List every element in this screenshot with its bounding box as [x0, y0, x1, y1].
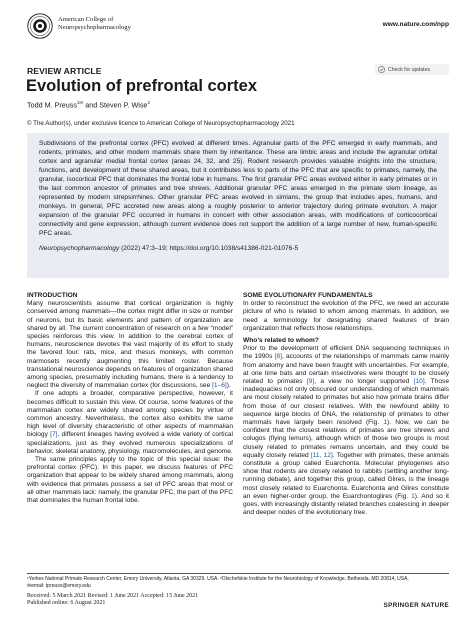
reference-link[interactable]: [9]	[306, 378, 315, 386]
reference-link[interactable]: [7]	[50, 431, 58, 439]
paragraph-text: . Together with primates, these animals constitute a group called Euarchonta. Molecular phylogenies also show that rodents are closely related to rabbits (settling another long-running debate), and together this group, called Glires, is the lineage most closely related to Euarchonta. Euarchonta and Glires constitute an even higher-order group, the Euarchontoglires (Fig.	[243, 451, 449, 500]
correspondence-email[interactable]: ✉email: tpreuss@emory.edu	[27, 582, 91, 589]
publisher-logo: SPRINGER NATURE	[383, 602, 449, 609]
reference-link[interactable]: [8]	[274, 353, 282, 361]
subsection-heading: Who’s related to whom?	[243, 337, 319, 345]
citation-doi-link[interactable]: (2022) 47:3–19; https://doi.org/10.1038/s41386-021-01076-5	[119, 245, 299, 253]
publication-dates	[27, 593, 198, 608]
paragraph-text: Many neuroscientists assume that cortical organization is highly conserved among mammals—the cortex might differ in size or number of neurons, but its basic elements and pattern of organization are shared by all. The current concentration of research on a few “model” species reinforces this view. In addition to the cerebral cortex of humans, neuroscience devotes the vast majority of its effort to study the favored four: rats, mice, and rhesus monkeys, with common marmosets recently augmenting this limited roster. Because translational neuroscience depends on features of organization shared among species, presumably including humans, there is a tendency to neglect the diversity of mammalian cortex (for discussions, see	[27, 300, 233, 390]
section-heading-introduction: INTRODUCTION	[27, 292, 78, 299]
paragraph-text: . Those inadequacies not only obscured our understanding of which mammals are most closely related to primates but also how primate brains differ from those of our closest relatives. With the newfound ability to sequence large blocks of DNA, the relationship of primates to other mammals have largely been resolved (Fig.	[243, 378, 449, 427]
reference-link[interactable]: [10]	[413, 378, 425, 386]
paragraph-text: If one adopts a broader, comparative perspective, however, it becomes difficult to sustain this view. Of course, some features of the mammalian cortex are widely shared among species by virtue of common ancestry. Nevertheless, the cortex also exhibits the same high level of diversity characteristic of other aspects of mammalian biology	[27, 390, 233, 439]
author-conjunction: and	[83, 100, 100, 110]
paragraph-text: ). And so it goes, with increasingly distantly related branches coalescing in deeper and deeper nodes of the evolutionary tree.	[243, 492, 449, 517]
journal-seal-icon	[27, 13, 53, 39]
paragraph-text: ). Now, we can be confident that the closest relatives of primates are tree shrews and colugos (flying lemurs), although which of those two groups is most closely related to primates remains uncertain, and they could be equally closely related	[243, 419, 449, 459]
journal-name-line1: American College of	[58, 16, 114, 23]
journal-header	[27, 13, 449, 41]
reference-link[interactable]: [11, 12]	[310, 451, 333, 459]
article-type: REVIEW ARTICLE	[27, 66, 102, 76]
figure-link[interactable]: 1	[383, 419, 388, 427]
license-statement: © The Author(s), under exclusive licence to American College of Neuropsychopharmacology 2021	[27, 120, 295, 127]
author-affiliation-mark: 1✉	[76, 100, 84, 105]
footnote-divider	[27, 573, 449, 574]
received-dates: Received: 5 March 2021 Revised: 1 June 2021 Accepted: 15 June 2021	[27, 593, 199, 599]
paragraph: The same principles apply to the topic of this special issue: the prefrontal cortex (PFC). In this paper, we discuss features of PFC organization that appear to be widely shared among mammals, along with evidence that primates possess a set of PFC areas that most or all other mammals lack: namely, the granular PFC, the part of the PFC that dominates the human frontal lobe.	[27, 456, 233, 505]
paragraph	[27, 300, 233, 390]
paragraph	[27, 390, 233, 456]
author-list	[27, 100, 150, 109]
paragraph-text: Prior to the development of efficient DNA sequencing techniques in the 1990s	[243, 345, 449, 361]
reference-link[interactable]: [1–6]	[212, 382, 227, 390]
paragraph-text: , a view no longer supported	[314, 378, 414, 386]
section-heading-fundamentals: SOME EVOLUTIONARY FUNDAMENTALS	[243, 292, 373, 299]
citation-line	[39, 244, 437, 253]
figure-link[interactable]: 1	[411, 492, 415, 500]
right-column	[243, 292, 449, 517]
paragraph-text: ).	[226, 382, 231, 390]
paragraph-text: , different lineages having evolved a wide variety of cortical specializations, just as they evolved numerous specializations of behavior, skeletal anatomy, physiology, macromolecules, and genome.	[27, 431, 234, 455]
author-affiliation-mark: 2	[147, 100, 150, 105]
author-name[interactable]: Steven P. Wise	[99, 100, 148, 110]
article-title: Evolution of prefrontal cortex	[26, 77, 258, 95]
check-updates-label: Check for updates	[388, 66, 431, 73]
author-name[interactable]: Todd M. Preuss	[27, 100, 77, 110]
journal-name-line2: Neuropsychopharmacology	[58, 24, 131, 31]
paragraph: In order to reconstruct the evolution of the PFC, we need an accurate picture of who is related to whom among mammals. In addition, we need a terminology for designating shared features of brain organization that reflects those relationships.	[243, 300, 449, 332]
check-for-updates-button[interactable]	[375, 64, 449, 75]
abstract-text: Subdivisions of the prefrontal cortex (PFC) evolved at different times. Agranular parts of the PFC emerged in early mammals, and rodents, primates, and other modern mammals share them by inheritance. These are limbic areas and include the agranular orbital cortex and agranular medial frontal cortex (areas 24, 32, and 25). Rodent research provides valuable insights into the structure, functions, and development of these shared areas, but it contributes less to parts of the PFC that are specific to primates, namely, the granular, isocortical PFC that dominates the frontal lobe in humans. The first granular PFC areas evolved either in early primates or in the last common ancestor of primates and tree shrews. Additional granular PFC areas emerged in the primate stem lineage, as represented by modern strepsirrhines. Other granular PFC areas evolved in simians, the group that includes apes, humans, and monkeys. In general, PFC accreted new areas along a roughly posterior to anterior trajectory during primate evolution. A major expansion of the granular PFC occurred in humans in concert with other association areas, with modifications of corticocortical connectivity and gene expression, although current evidence does not support the addition of a large number of new, human-specific PFC areas.	[39, 140, 437, 237]
affiliation-footnote	[27, 576, 449, 589]
affiliations: ¹Yerkes National Primate Research Center, Emory University, Atlanta, GA 30329, USA. ²Olschefskie Institute for the Neurobiology of Knowledge, Bethesda, MD 20814, USA.	[27, 576, 409, 582]
abstract-box	[27, 133, 449, 278]
published-date: Published online: 6 August 2021	[27, 600, 106, 607]
left-column	[27, 292, 233, 505]
paragraph-text: , accounts of the relationships of mammals came mainly from anatomy and have been fraught with uncertainties. For example, at one time bats and certain insectivores were thought to be closely related to primates	[243, 353, 449, 386]
journal-url-link[interactable]: www.nature.com/npp	[382, 21, 449, 28]
check-updates-icon	[378, 66, 385, 73]
citation-journal: Neuropsychopharmacology	[39, 245, 120, 253]
paragraph	[243, 345, 449, 517]
